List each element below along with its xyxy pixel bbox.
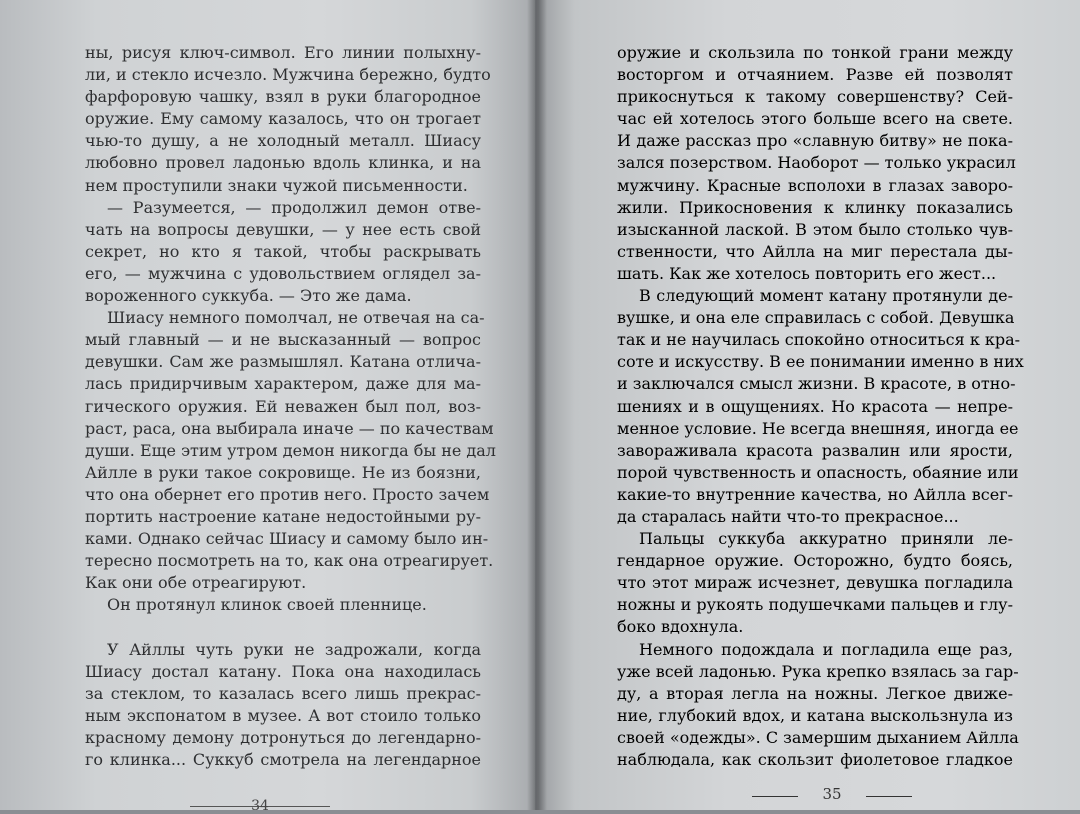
text-line: Немного подождала и погладила еще раз, [639,639,1013,659]
text-line: уже всей ладонью. Рука крепко взялась за гар- [617,661,1019,681]
text-line: У Айллы чуть руки не задрожали, когда [107,639,481,659]
text-line: тересно посмотреть на то, как она отреагирует. [85,551,494,571]
text-line: гического оружия. Ей неважен был пол, воз- [85,396,481,416]
text-line: вушке, и она еле справилась с собой. Девушка [617,308,1015,328]
text-line: Шиасу немного помолчал, не отвечая на са- [107,308,485,328]
text-line: го клинка... Суккуб смотрела на легендарное [85,750,481,769]
page-footer-right [752,785,912,805]
text-line: ли, и стекло исчезло. Мужчина бережно, будто [85,65,491,85]
text-line: нем проступили знаки чужой письменности. [85,175,468,195]
text-line: жили. Прикосновения к клинку показались [617,197,1013,217]
text-line: прикоснуться к такому совершенству? Сей- [617,87,1013,107]
text-line: за стеклом, то казалась всего лишь прекрас- [85,683,481,703]
text-line: девушки. Сам же размышлял. Катана отлича- [85,352,481,372]
text-line: вороженного суккуба. — Это же дама. [85,286,412,306]
text-line: оружие и скользила по тонкой грани между [617,43,1013,62]
text-line: восторгом и отчаянием. Разве ей позволят [617,65,1013,85]
text-line: секрет, но кто я такой, чтобы раскрывать [85,241,481,261]
text-line: ду, а вторая легла на ножны. Легкое движе- [617,683,1013,703]
text-line: наблюдала, как скользит фиолетовое гладкое [617,750,1013,769]
text-line: Айлле в руки такое сокровище. Не из боязни, [85,462,481,482]
text-line: Он протянул клинок своей пленнице. [107,595,427,615]
text-line: зался позерством. Наоборот — только украсил [617,153,1016,173]
text-line: что этот мираж исчезнет, девушка погладила [617,573,1013,593]
text-line: боко вдохнула. [617,617,744,637]
text-line: оружие. Ему самому казалось, что он трогает [85,109,481,129]
text-line: менное условие. Не всегда внешняя, иногда ее [617,418,1019,438]
text-line: шениях и в ощущениях. Но красота — непре- [617,396,1013,416]
text-line: портить настроение катане недостойными ру- [85,506,481,526]
text-line: да старалась найти что-то прекрасное... [617,506,959,526]
footer-rule [866,796,912,797]
text-line: какие-то внутренние качества, но Айлла всег- [617,484,1013,504]
text-line: ственности, что Айлла на миг перестала ды- [617,241,1013,261]
text-line: чать на вопросы девушки, — у нее есть свой [85,219,481,239]
text-line: мужчину. Красные всполохи в глазах заворо- [617,175,1013,195]
text-line: изысканной лаской. В этом было столько чув- [617,219,1013,239]
text-line: Пальцы суккуба аккуратно приняли ле- [639,529,1013,549]
text-line: лась придирчивым характером, даже для ма- [85,374,481,394]
text-line: раст, раса, она выбирала иначе — по качествам [85,418,494,438]
text-line: так и не научилась спокойно относиться к кра- [617,330,1021,350]
text-line: ным экспонатом в музее. А вот стоило только [85,705,481,725]
text-line: гендарное оружие. Осторожно, будто боясь, [617,551,1013,571]
left-page [0,0,535,814]
text-line: ножны и рукоять подушечками пальцев и глу- [617,595,1013,615]
text-line: ками. Однако сейчас Шиасу и самому было ин- [85,529,489,549]
left-page-text [85,42,496,771]
text-line: красному демону дотронуться до легендарно- [85,727,481,747]
text-line: ны, рисуя ключ-символ. Его линии полыхну- [85,43,481,62]
page-number-left: 34 [251,798,269,814]
section-break [85,616,481,638]
book-gutter [527,0,547,810]
text-line: И даже рассказ про «славную битву» не пока- [617,131,1013,151]
text-line: В следующий момент катану протянули де- [639,286,1013,306]
text-line: ние, глубокий вдох, и катана выскользнула из [617,705,1013,725]
text-line: час ей хотелось этого больше всего на свете. [617,109,1013,129]
text-line: завораживала красота развалин или ярости, [617,440,1013,460]
text-line: души. Еще этим утром демон никогда бы не дал [85,440,496,460]
text-line: Как они обе отреагируют. [85,573,307,593]
text-line: соте и искусству. В ее понимании именно в них [617,352,1024,372]
right-page-text [617,42,1024,771]
text-line: и заключался смысл жизни. В красоте, в отно- [617,374,1016,394]
text-line: шать. Как же хотелось повторить его жест... [617,263,997,283]
text-line: своей «одежды». С замершим дыханием Айлла [617,727,1019,747]
text-line: его, — мужчина с удовольствием оглядел за- [85,263,481,283]
text-line: что она обернет его против него. Просто зачем [85,484,490,504]
text-line: порой чувственность и опасность, обаяние или [617,462,1019,482]
text-line: — Разумеется, — продолжил демон отве- [107,197,481,217]
page-number-right: 35 [822,785,842,803]
text-line: любовно провел ладонью вдоль клинка, и на [85,153,481,173]
text-line: чью-то душу, а не холодный металл. Шиасу [85,131,481,151]
footer-rule [752,796,798,797]
text-line: фарфоровую чашку, взял в руки благородное [85,87,481,107]
text-line: мый главный — и не высказанный — вопрос [85,330,481,350]
text-line: Шиасу достал катану. Пока она находилась [85,661,481,681]
